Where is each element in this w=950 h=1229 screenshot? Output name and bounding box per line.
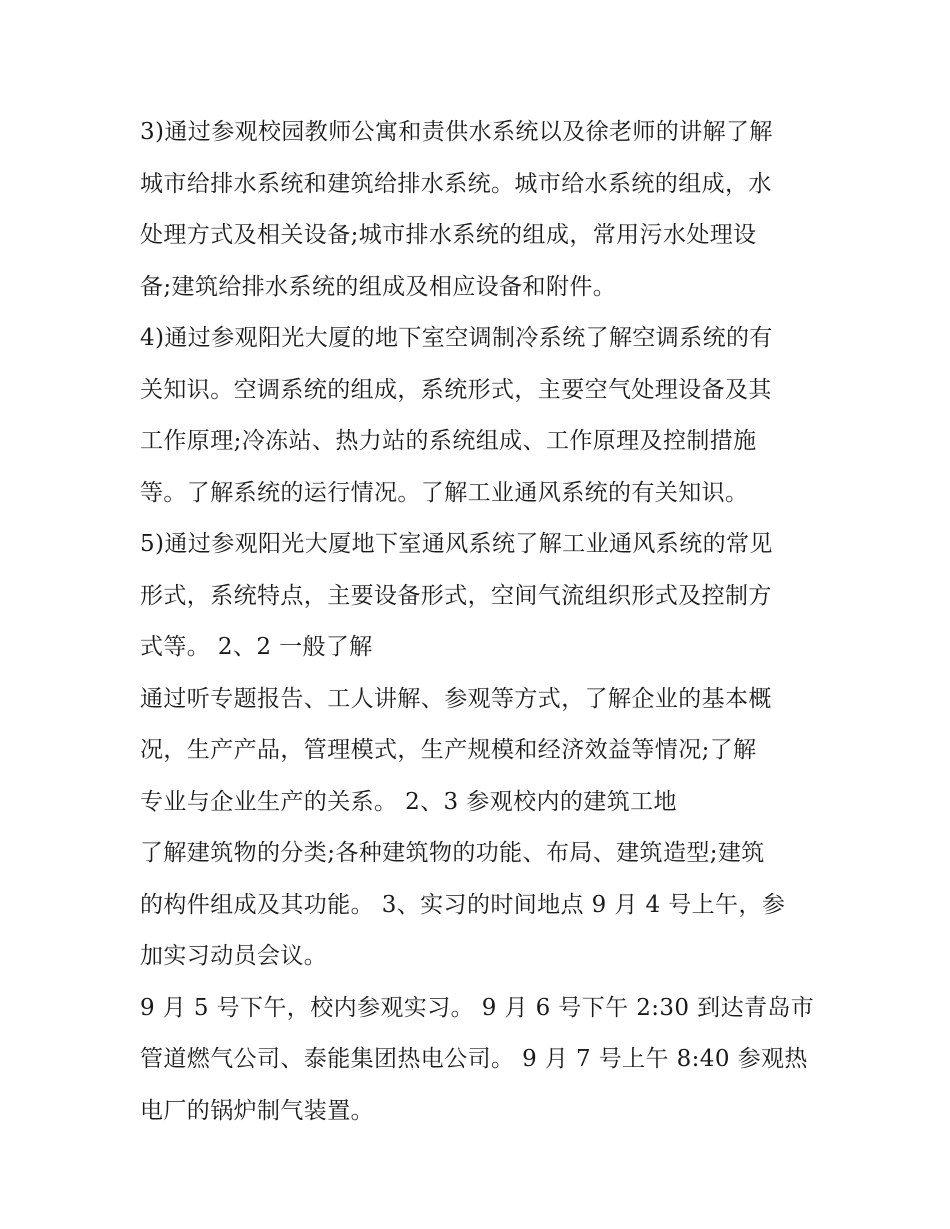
text-line: 形式，系统特点，主要设备形式，空间气流组织形式及控制方: [140, 582, 772, 609]
text-line: 专业与企业生产的关系。 2、3 参观校内的建筑工地: [140, 788, 677, 815]
text-line: 城市给排水系统和建筑给排水系统。城市给水系统的组成，水: [140, 170, 772, 197]
text-line: 关知识。空调系统的组成，系统形式，主要空气处理设备及其: [140, 376, 772, 403]
text-line: 况，生产产品，管理模式，生产规模和经济效益等情况;了解: [140, 737, 757, 763]
text-line: 4)通过参观阳光大厦的地下室空调制冷系统了解空调系统的有: [140, 325, 773, 351]
text-line: 处理方式及相关设备;城市排水系统的组成，常用污水处理设: [140, 222, 757, 248]
text-line: 了解建筑物的分类;各种建筑物的功能、布局、建筑造型;建筑: [140, 840, 765, 866]
text-line: 加实习动员会议。: [140, 943, 328, 969]
text-line: 等。了解系统的运行情况。了解工业通风系统的有关知识。: [140, 479, 749, 506]
text-line: 备;建筑给排水系统的组成及相应设备和附件。: [140, 273, 617, 300]
text-line: 管道燃气公司、泰能集团热电公司。 9 月 7 号上午 8:40 参观热: [140, 1046, 808, 1072]
text-line: 工作原理;冷冻站、热力站的系统组成、工作原理及控制措施: [140, 428, 757, 454]
text-line: 的构件组成及其功能。 3、实习的时间地点 9 月 4 号上午，参: [140, 891, 786, 918]
text-line: 3)通过参观校园教师公寓和责供水系统以及徐老师的讲解了解: [140, 119, 773, 145]
text-line: 电厂的锅炉制气装置。: [140, 1097, 374, 1124]
text-line: 5)通过参观阳光大厦地下室通风系统了解工业通风系统的常见: [140, 531, 773, 557]
document-body: [140, 107, 830, 1137]
text-line: 9 月 5 号下午，校内参观实习。 9 月 6 号下午 2:30 到达青岛市: [140, 994, 815, 1021]
text-line: 通过听专题报告、工人讲解、参观等方式，了解企业的基本概: [140, 685, 772, 712]
text-line: 式等。 2、2 一般了解: [140, 634, 373, 660]
